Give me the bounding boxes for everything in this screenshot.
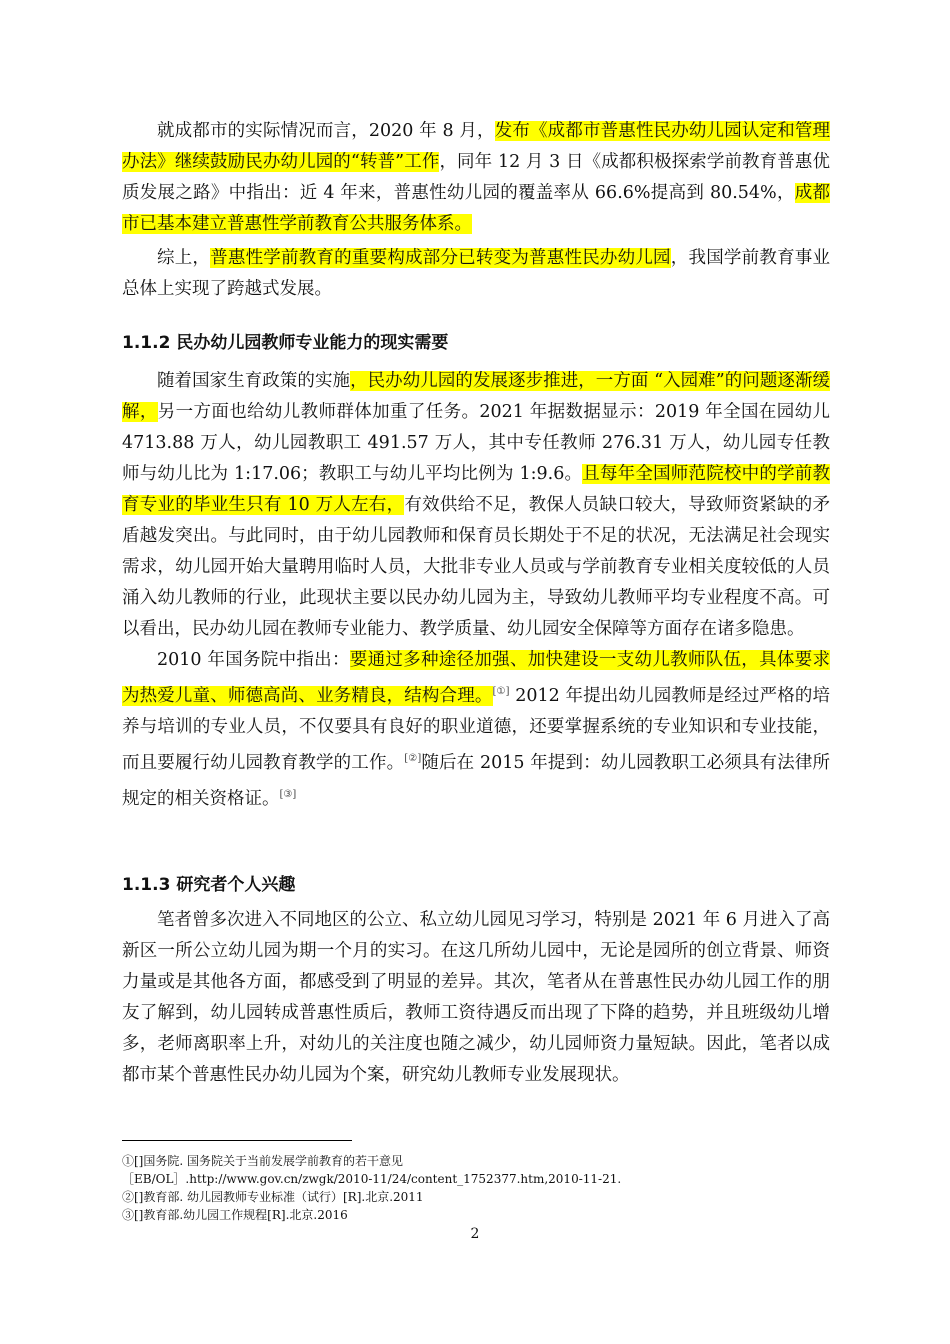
- paragraph: 随着国家生育政策的实施，民办幼儿园的发展逐步推进，一方面 “入园难”的问题逐渐缓解，另一方面也给幼儿教师群体加重了任务。2021 年据数据显示：2019 年全国在园幼儿 4713.88 万人，幼儿园教职工 491.57 万人，其中专任教师 276.31 万人，幼儿园专任教师与幼儿比为 1:17.06；教职工与幼儿平均比例为 1:9.6。且每年全国师范院校中的学前教育专业的毕业生只有 10 万人左右，有效供给不足，教保人员缺口较大，导致师资紧缺的矛盾越发突出。与此同时，由于幼儿园教师和保育员长期处于不足的状况，无法满足社会现实需求，幼儿园开始大量聘用临时人员，大批非专业人员或与学前教育专业相关度较低的人员涌入幼儿教师的行业，此现状主要以民办幼儿园为主，导致幼儿教师平均专业程度不高。可以看出，民办幼儿园在教师专业能力、教学质量、幼儿园安全保障等方面存在诸多隐患。: [122, 371, 830, 639]
- highlight: 普惠性学前教育的重要构成部分已转变为普惠性民办幼儿园: [210, 248, 671, 268]
- section-heading: 1.1.2 民办幼儿园教师专业能力的现实需要: [122, 333, 449, 353]
- paragraph: 综上，普惠性学前教育的重要构成部分已转变为普惠性民办幼儿园，我国学前教育事业总体上实现了跨越式发展。: [122, 248, 831, 299]
- citation-ref[interactable]: [②]: [404, 752, 422, 764]
- highlight: ，民办幼儿园的发展逐步推进，一方面 “入园难”的问题逐渐缓解，: [122, 371, 830, 422]
- highlight: 且每年全国师范院校中的学前教育专业的毕业生只有 10 万人左右，: [122, 464, 830, 515]
- paragraph: 笔者曾多次进入不同地区的公立、私立幼儿园见习学习，特别是 2021 年 6 月进入了高新区一所公立幼儿园为期一个月的实习。在这几所幼儿园中，无论是园所的创立背景、师资力量或是其他各方面，都感受到了明显的差异。其次，笔者从在普惠性民办幼儿园工作的朋友了解到，幼儿园转成普惠性质后，教师工资待遇反而出现了下降的趋势，并且班级幼儿增多，老师离职率上升，对幼儿的关注度也随之减少，幼儿园师资力量短缺。因此，笔者以成都市某个普惠性民办幼儿园为个案，研究幼儿教师专业发展现状。: [122, 910, 830, 1085]
- highlight: 发布《成都市普惠性民办幼儿园认定和管理办法》继续鼓励民办幼儿园的“转普”工作: [122, 121, 831, 172]
- footnote-link[interactable]: ［EB/OL］.http://www.gov.cn/zwgk/2010-11/24/content_1752377.htm,2010-11-21.: [122, 1172, 622, 1186]
- footnote-separator: [122, 1140, 352, 1141]
- section-heading: 1.1.3 研究者个人兴趣: [122, 875, 296, 895]
- section-1-1-1-body: [122, 116, 830, 305]
- footnote: ②[]教育部. 幼儿园教师专业标准（试行）[R].北京.2011: [122, 1190, 424, 1204]
- section-1-1-3-body: [122, 905, 830, 1091]
- highlight: 要通过多种途径加强、加快建设一支幼儿教师队伍，具体要求为热爱儿童、师德高尚、业务精良，结构合理。: [122, 650, 830, 706]
- citation-ref[interactable]: [③]: [279, 788, 297, 800]
- footnote: ③[]教育部.幼儿园工作规程[R].北京.2016: [122, 1208, 348, 1222]
- footnote: ①[]国务院. 国务院关于当前发展学前教育的若干意见: [122, 1154, 403, 1168]
- paragraph: 就成都市的实际情况而言，2020 年 8 月，发布《成都市普惠性民办幼儿园认定和管理办法》继续鼓励民办幼儿园的“转普”工作，同年 12 月 3 日《成都积极探索学前教育普惠优质发展之路》中指出：近 4 年来，普惠性幼儿园的覆盖率从 66.6%提高到 80.54%，成都市已基本建立普惠性学前教育公共服务体系。: [122, 121, 831, 234]
- paragraph: 2010 年国务院中指出：要通过多种途径加强、加快建设一支幼儿教师队伍，具体要求为热爱儿童、师德高尚、业务精良，结构合理。[①] 2012 年提出幼儿园教师是经过严格的培养与培训的专业人员，不仅要具有良好的职业道德，还要掌握系统的专业知识和专业技能，而且要履行幼儿园教育教学的工作。[②]随后在 2015 年提到：幼儿园教职工必须具有法律所规定的相关资格证。[③]: [122, 650, 830, 809]
- page-number: 2: [470, 1226, 480, 1242]
- highlight: 成都市已基本建立普惠性学前教育公共服务体系。: [122, 183, 830, 234]
- section-1-1-2-body: [122, 366, 830, 814]
- citation-ref[interactable]: [①]: [492, 686, 510, 697]
